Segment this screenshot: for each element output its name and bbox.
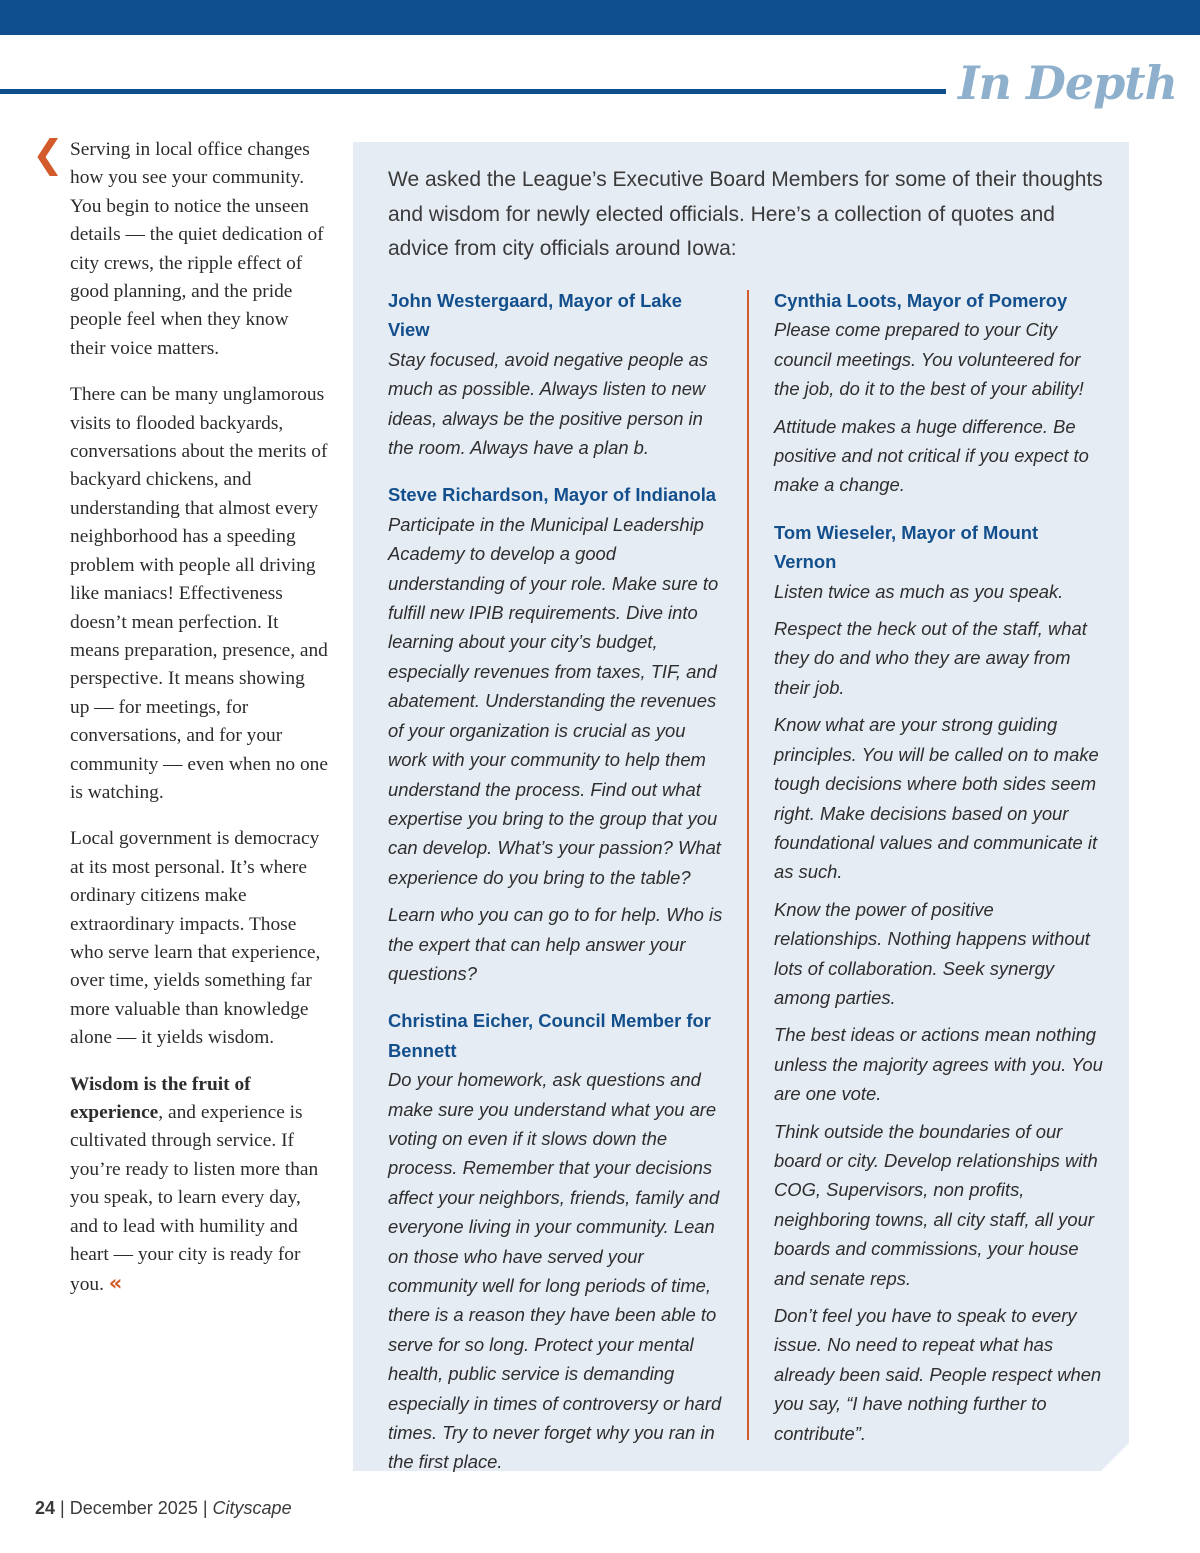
article-column [70,136,328,1300]
closing-text: , and experience is cultivated through service. If you’re ready to listen more than you speak, to learn every day, and to lead with humility and heart — your city is ready for you. [70,1102,319,1296]
official-quote: Attitude makes a huge difference. Be positive and not critical if you expect to make a change. [774,415,1089,496]
official-quote: Participate in the Municipal Leadership Academy to develop a good understanding of your role. Make sure to fulfill new IPIB requirements. Dive into learning about your city’s budget, especially revenues from taxes, TIF, and abatement. Understanding the revenues of your organization is crucial as you work with your community to help them understand the process. Find out what expertise you bring to the group that you can develop. What’s your passion? What experience do you bring to the table? [388,513,721,888]
footer-separator: | [60,1498,65,1518]
official-quote: Don’t feel you have to speak to every issue. No need to repeat what has already been said. People respect when you say, “I have nothing further to contribute”. [774,1305,1102,1444]
article-closing-paragraph [70,1071,328,1300]
official-quote: Do your homework, ask questions and make sure you understand what you are voting on even if it slows down the process. Remember that your decisions affect your neighbors, friends, family and everyone living in your community. Lean on those who have served your community well for long periods of time, there is a reason they have been able to serve for so long. Protect your mental health, public service is demanding especially in times of controversy or hard times. Try to never forget why you ran in the first place. [388,1069,722,1473]
official-quote: Know what are your strong guiding principles. You will be called on to make tough decisions where both sides seem right. Make decisions based on your foundational values and communicate it as such. [774,714,1099,883]
closing-bold-phrase: Wisdom is the fruit of experience [70,1073,251,1123]
footer-separator: | [202,1498,208,1518]
close-quote-icon: « [108,1271,123,1296]
page-footer [35,1498,292,1519]
official-quote: Stay focused, avoid negative people as much as possible. Always listen to new ideas, always be the positive person in the room. Always have a plan b. [388,348,709,459]
quote-entry [388,480,728,988]
magazine-title: Cityscape [212,1498,292,1518]
official-quote: Please come prepared to your City council meetings. You volunteered for the job, do it to the best of your ability! [774,319,1084,400]
official-quote: Respect the heck out of the staff, what they do and who they are away from their job. [774,618,1087,698]
official-quote: Know the power of positive relationships. Nothing happens without lots of collaboration. Seek synergy among parties. [774,898,1090,1008]
official-name: Steve Richardson, Mayor of Indianola [388,484,717,506]
header-rule [0,89,946,94]
official-name: John Westergaard, Mayor of Lake View [388,290,682,341]
section-tag: In Depth [958,56,1177,110]
open-quote-icon: ❮ [32,132,64,176]
official-name: Christina Eicher, Council Member for Bennett [388,1010,711,1061]
page-number: 24 [35,1498,56,1518]
top-color-bar [0,0,1200,35]
official-quote: Think outside the boundaries of our board or city. Develop relationships with COG, Supervisors, non profits, neighboring towns, all city staff, all your boards and commissions, your house and senate reps. [774,1120,1098,1289]
quote-entry [774,286,1104,500]
article-paragraph: Local government is democracy at its most personal. It’s where ordinary citizens make extraordinary impacts. Those who serve learn that experience, over time, yields something far more valuable than knowledge alone — it yields wisdom. [70,828,321,1049]
official-quote: The best ideas or actions mean nothing unless the majority agrees with you. You are one vote. [774,1024,1103,1105]
column-divider [747,290,749,1440]
article-paragraph: Serving in local office changes how you see your community. You begin to notice the unseen details — the quiet dedication of city crews, the ripple effect of good planning, and the pride people feel when they know their voice matters. [70,139,324,359]
issue-date: December 2025 [69,1498,198,1518]
quotes-column-right [774,286,1104,1466]
quote-entry [388,1006,728,1477]
quote-entry [774,518,1104,1448]
quote-entry [388,286,728,462]
article-paragraph: There can be many unglamorous visits to flooded backyards, conversations about the merits of backyard chickens, and understanding that almost every neighborhood has a speeding problem with people all driving like maniacs! Effectiveness doesn’t mean perfection. It means preparation, presence, and perspective. It means showing up — for meetings, for conversations, and for your community — even when no one is watching. [70,384,328,803]
quotes-column-left [388,286,728,1495]
official-name: Cynthia Loots, Mayor of Pomeroy [774,290,1068,311]
official-quote: Learn who you can go to for help. Who is the expert that can help answer your questions? [388,904,723,984]
official-quote: Listen twice as much as you speak. [774,580,1064,602]
sidebar-intro: We asked the League’s Executive Board Members for some of their thoughts and wisdom for newly elected officials. Here’s a collection of quotes and advice from city officials around Iowa: [388,168,1103,261]
official-name: Tom Wieseler, Mayor of Mount Vernon [774,521,1039,573]
